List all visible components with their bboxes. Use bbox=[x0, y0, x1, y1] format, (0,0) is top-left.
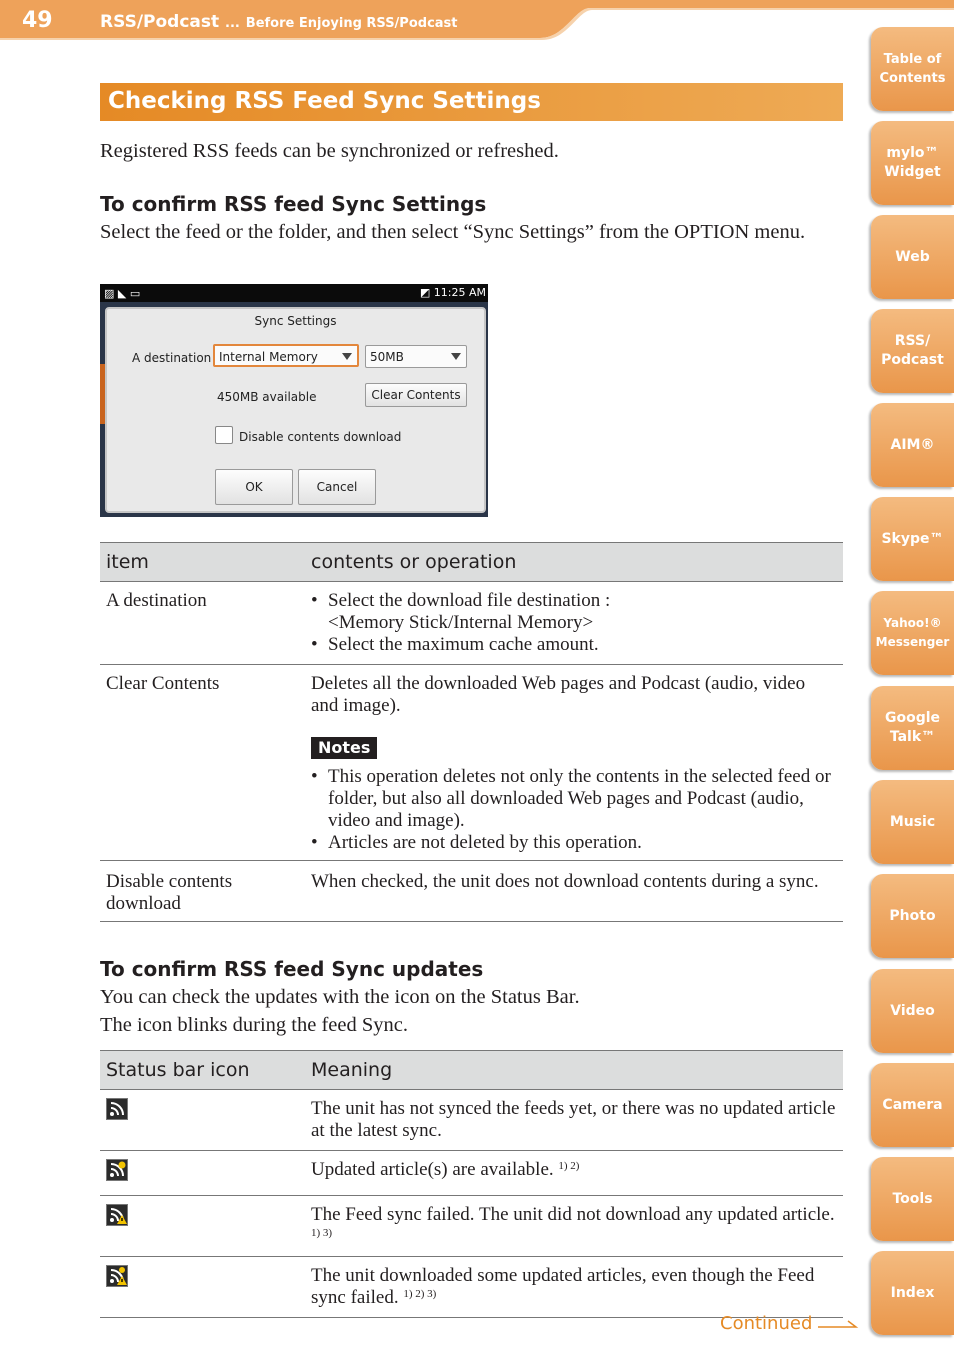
continued-link[interactable]: Continued bbox=[720, 1313, 813, 1334]
rss-updated-icon bbox=[106, 1159, 128, 1181]
tab-music[interactable] bbox=[871, 780, 954, 864]
sync-settings-dialog bbox=[105, 307, 486, 513]
footnote-ref: 1) 3) bbox=[311, 1227, 333, 1239]
tab-google-talk[interactable] bbox=[871, 686, 954, 770]
icon-cell bbox=[100, 1090, 305, 1151]
cancel-button[interactable]: Cancel bbox=[298, 469, 376, 505]
meaning-cell bbox=[305, 1196, 843, 1257]
tab-tools[interactable] bbox=[871, 1157, 954, 1241]
tab-yahoo-messenger[interactable] bbox=[871, 591, 954, 675]
time-text: 11:25 AM bbox=[433, 286, 486, 299]
chevron-down-icon bbox=[342, 353, 352, 360]
tab-aim[interactable] bbox=[871, 403, 954, 487]
tab-rss-podcast[interactable] bbox=[871, 309, 954, 393]
breadcrumb-section: RSS/Podcast bbox=[100, 12, 220, 32]
section-title-bar bbox=[100, 83, 843, 121]
table-row bbox=[100, 1257, 843, 1318]
destination-select[interactable] bbox=[213, 344, 359, 367]
rss-partial-icon bbox=[106, 1265, 128, 1287]
tab-label: Camera bbox=[882, 1096, 943, 1113]
footnote-ref: 1) 2) bbox=[558, 1160, 580, 1172]
settings-text: Select the feed or the folder, and then select “Sync Settings” from the OPTION menu. bbox=[100, 221, 806, 243]
icon-cell bbox=[100, 1257, 305, 1318]
column-header: item bbox=[100, 543, 305, 582]
row-content: When checked, the unit does not download contents during a sync. bbox=[305, 861, 843, 922]
meaning-text: The unit downloaded some updated articles, even though the Feed sync failed. bbox=[311, 1265, 815, 1308]
meaning-cell: The unit has not synced the feeds yet, or there was no updated article at the latest sync. bbox=[305, 1090, 843, 1151]
available-text: 450MB available bbox=[217, 390, 317, 404]
tab-mylo-widget[interactable] bbox=[871, 121, 954, 205]
icon-cell bbox=[100, 1151, 305, 1196]
tab-label: Google Talk™ bbox=[884, 710, 941, 745]
device-status-bar bbox=[100, 284, 488, 302]
arrow-right-icon bbox=[818, 1318, 860, 1332]
ok-button[interactable]: OK bbox=[215, 469, 293, 505]
row-item: Disable contents download bbox=[100, 861, 305, 922]
destination-label: A destination bbox=[132, 351, 212, 365]
breadcrumb-subsection: Before Enjoying RSS/Podcast bbox=[245, 16, 458, 31]
settings-table bbox=[100, 542, 843, 922]
table-row bbox=[100, 1090, 843, 1151]
intro-text: Registered RSS feeds can be synchronized or refreshed. bbox=[100, 140, 559, 162]
meaning-cell bbox=[305, 1151, 843, 1196]
rss-feed-icon bbox=[106, 1098, 128, 1120]
list-item: • Articles are not deleted by this operation. bbox=[311, 832, 837, 854]
tab-label: Table of Contents bbox=[879, 52, 946, 86]
table-row bbox=[100, 665, 843, 861]
tab-skype[interactable] bbox=[871, 497, 954, 581]
table-header-row bbox=[100, 543, 843, 582]
page-title: Checking RSS Feed Sync Settings bbox=[108, 88, 541, 114]
icon-cell bbox=[100, 1196, 305, 1257]
meaning-text: The Feed sync failed. The unit did not download any updated article. bbox=[311, 1204, 835, 1225]
row-text: Deletes all the downloaded Web pages and Podcast (audio, video and image). bbox=[311, 673, 806, 716]
cache-value: 50MB bbox=[370, 350, 404, 364]
cache-select[interactable] bbox=[365, 345, 467, 368]
tab-label: Web bbox=[895, 248, 930, 265]
row-content bbox=[305, 665, 843, 861]
tab-label: Yahoo!® Messenger bbox=[875, 616, 950, 649]
tab-label: Index bbox=[890, 1284, 935, 1301]
tab-video[interactable] bbox=[871, 969, 954, 1053]
disable-download-checkbox[interactable] bbox=[215, 426, 233, 444]
tab-label: AIM® bbox=[890, 436, 935, 453]
meaning-text: Updated article(s) are available. bbox=[311, 1159, 554, 1180]
updates-line-2: The icon blinks during the feed Sync. bbox=[100, 1014, 409, 1036]
table-row bbox=[100, 1196, 843, 1257]
tab-label: RSS/ Podcast bbox=[881, 333, 944, 368]
battery-icon: ▨ ◣ ▭ bbox=[104, 287, 141, 300]
rss-status-icon: ◩ bbox=[419, 286, 434, 299]
row-item: A destination bbox=[100, 582, 305, 665]
destination-value: Internal Memory bbox=[219, 350, 318, 364]
tab-table-of-contents[interactable] bbox=[871, 27, 954, 111]
status-icon-table bbox=[100, 1050, 843, 1318]
clear-contents-button[interactable]: Clear Contents bbox=[365, 383, 467, 407]
list-item: • Select the download file destination : <Memory Stick/Internal Memory> bbox=[311, 590, 837, 634]
list-item: • This operation deletes not only the contents in the selected feed or folder, but also all downloaded Web pages and Podcast (audio, video and image). bbox=[311, 766, 837, 832]
chevron-down-icon bbox=[451, 353, 461, 360]
dialog-title: Sync Settings bbox=[254, 314, 337, 328]
breadcrumb-separator: ... bbox=[225, 16, 240, 31]
updates-heading: To confirm RSS feed Sync updates bbox=[100, 957, 484, 981]
disable-download-label: Disable contents download bbox=[239, 430, 402, 444]
row-content bbox=[305, 582, 843, 665]
column-header: Status bar icon bbox=[100, 1051, 305, 1090]
list-item: • Select the maximum cache amount. bbox=[311, 634, 837, 656]
tab-label: Photo bbox=[889, 907, 936, 924]
table-row bbox=[100, 861, 843, 922]
table-header-row bbox=[100, 1051, 843, 1090]
tab-camera[interactable] bbox=[871, 1063, 954, 1147]
notes-list bbox=[311, 766, 837, 854]
meaning-cell bbox=[305, 1257, 843, 1318]
footnote-ref: 1) 2) 3) bbox=[403, 1288, 437, 1300]
tab-label: Video bbox=[890, 1002, 935, 1019]
table-row bbox=[100, 582, 843, 665]
settings-heading: To confirm RSS feed Sync Settings bbox=[100, 192, 487, 216]
tab-index[interactable] bbox=[871, 1251, 954, 1335]
row-item: Clear Contents bbox=[100, 665, 305, 861]
table-row bbox=[100, 1151, 843, 1196]
updates-line-1: You can check the updates with the icon on the Status Bar. bbox=[100, 986, 580, 1008]
rss-failed-icon bbox=[106, 1204, 128, 1226]
notes-label: Notes bbox=[311, 737, 377, 759]
tab-label: mylo™ Widget bbox=[884, 145, 941, 180]
tab-label: Tools bbox=[892, 1190, 933, 1207]
status-time bbox=[420, 286, 486, 299]
tab-label: Music bbox=[889, 813, 936, 830]
tab-photo[interactable] bbox=[871, 874, 954, 958]
column-header: contents or operation bbox=[305, 543, 843, 582]
tab-web[interactable] bbox=[871, 215, 954, 299]
breadcrumb bbox=[100, 12, 458, 32]
tab-label: Skype™ bbox=[881, 530, 944, 547]
column-header: Meaning bbox=[305, 1051, 843, 1090]
bullet-list bbox=[311, 590, 837, 656]
page-number: 49 bbox=[22, 8, 53, 33]
page-header bbox=[0, 0, 954, 44]
sync-settings-screenshot bbox=[100, 284, 488, 517]
